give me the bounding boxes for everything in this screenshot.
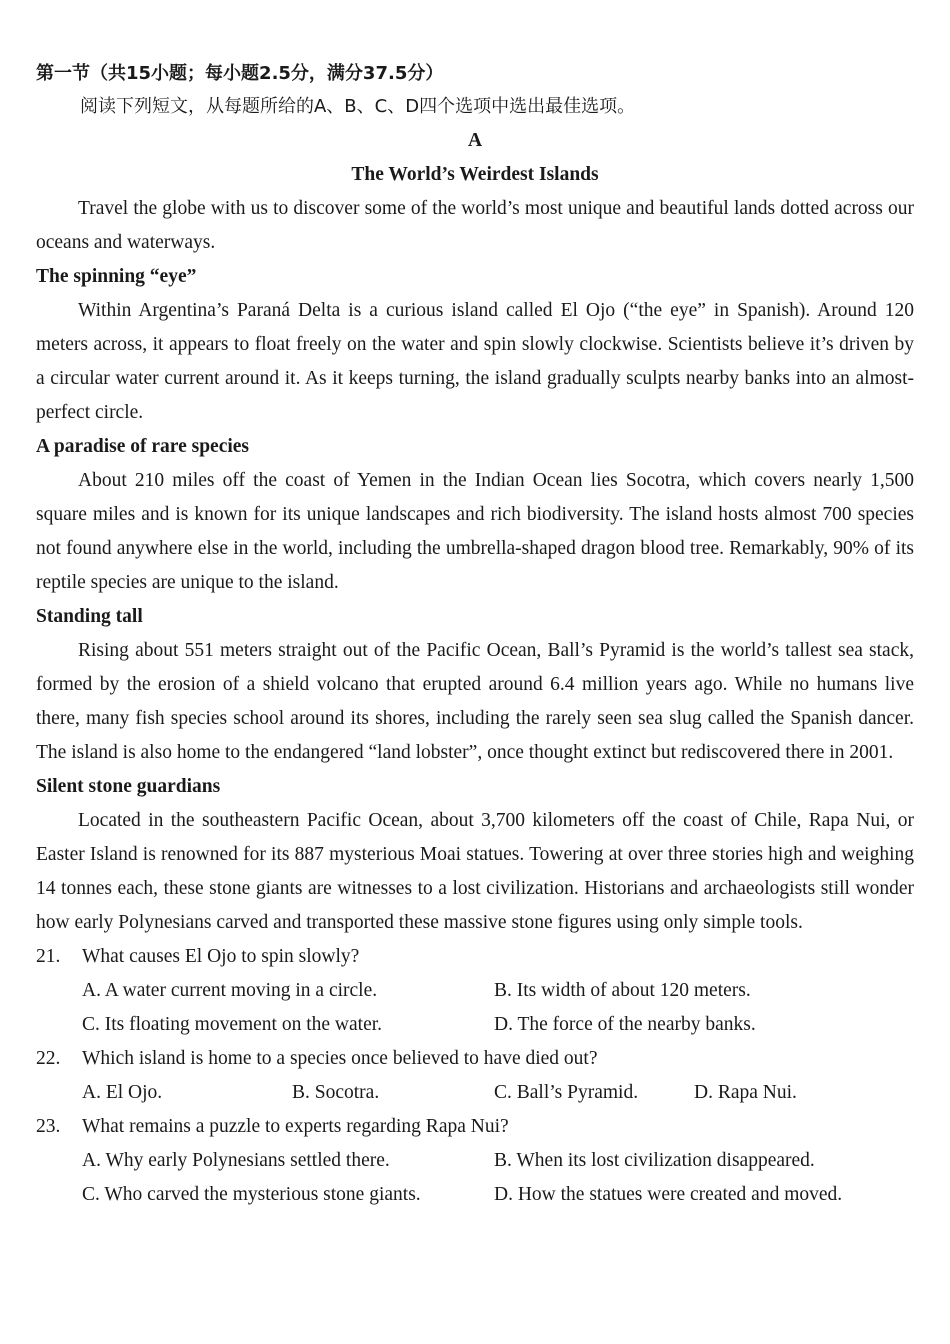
question-21-options [36,974,914,1042]
option-c: C. Who carved the mysterious stone giants. [82,1184,421,1205]
passage-title: The World’s Weirdest Islands [351,164,599,185]
question-text: Which island is home to a species once believed to have died out? [82,1048,598,1069]
passage-letter: A [467,130,483,151]
exam-page [36,58,914,1212]
option-a: A. El Ojo. [82,1082,163,1103]
question-23-options [36,1144,914,1212]
section-heading: A paradise of rare species [36,436,250,457]
question-number: 23. [36,1116,61,1137]
question-22 [36,1042,914,1076]
section-paragraph: Within Argentina’s Paraná Delta is a curious island called El Ojo (“the eye” in Spanish). Around 120 meters across, it appears to float freely on the water and spin slowly clockwise. Scientists believe it’s driven by a circular water current around it. As it keeps turning, the island gradually sculpts nearby banks into an almost-perfect circle. [36,300,914,423]
option-a: A. A water current moving in a circle. [82,980,378,1001]
question-number: 21. [36,946,61,967]
question-text: What remains a puzzle to experts regarding Rapa Nui? [82,1116,509,1137]
option-c: C. Its floating movement on the water. [82,1014,383,1035]
option-b: B. When its lost civilization disappeared. [494,1150,815,1171]
section-heading: Standing tall [36,606,143,627]
question-22-options [36,1076,914,1110]
instruction: 阅读下列短文，从每题所给的A、B、C、D四个选项中选出最佳选项。 [80,96,636,117]
option-b: B. Socotra. [292,1082,380,1103]
question-23 [36,1110,914,1144]
question-21 [36,940,914,974]
option-b: B. Its width of about 120 meters. [494,980,751,1001]
question-number: 22. [36,1048,61,1069]
intro-paragraph: Travel the globe with us to discover some of the world’s most unique and beautiful lands dotted across our oceans and waterways. [36,198,914,253]
option-d: D. Rapa Nui. [694,1082,797,1103]
option-d: D. The force of the nearby banks. [494,1014,756,1035]
option-d: D. How the statues were created and moved. [494,1184,843,1205]
option-c: C. Ball’s Pyramid. [494,1082,639,1103]
section-paragraph: Located in the southeastern Pacific Ocean, about 3,700 kilometers off the coast of Chile, Rapa Nui, or Easter Island is renowned for its 887 mysterious Moai statues. Towering at over three stories high and weighing 14 tonnes each, these stone giants are witnesses to a lost civilization. Historians and archaeologists still wonder how early Polynesians carved and transported these massive stone figures using only simple tools. [36,810,914,933]
section-paragraph: Rising about 551 meters straight out of the Pacific Ocean, Ball’s Pyramid is the world’s tallest sea stack, formed by the erosion of a shield volcano that erupted around 6.4 million years ago. While no humans live there, many fish species school around its shores, including the rarely seen sea slug called the Spanish dancer. The island is also home to the endangered “land lobster”, once thought extinct but rediscovered there in 2001. [36,640,914,763]
section-heading: Silent stone guardians [36,776,221,797]
question-text: What causes El Ojo to spin slowly? [82,946,360,967]
option-a: A. Why early Polynesians settled there. [82,1150,390,1171]
section-paragraph: About 210 miles off the coast of Yemen in the Indian Ocean lies Socotra, which covers nearly 1,500 square miles and is known for its unique landscapes and rich biodiversity. The island hosts almost 700 species not found anywhere else in the world, including the umbrella-shaped dragon blood tree. Remarkably, 90% of its reptile species are unique to the island. [36,470,914,593]
section-header: 第一节（共15小题；每小题2.5分，满分37.5分） [36,63,444,84]
section-heading: The spinning “eye” [36,266,197,287]
